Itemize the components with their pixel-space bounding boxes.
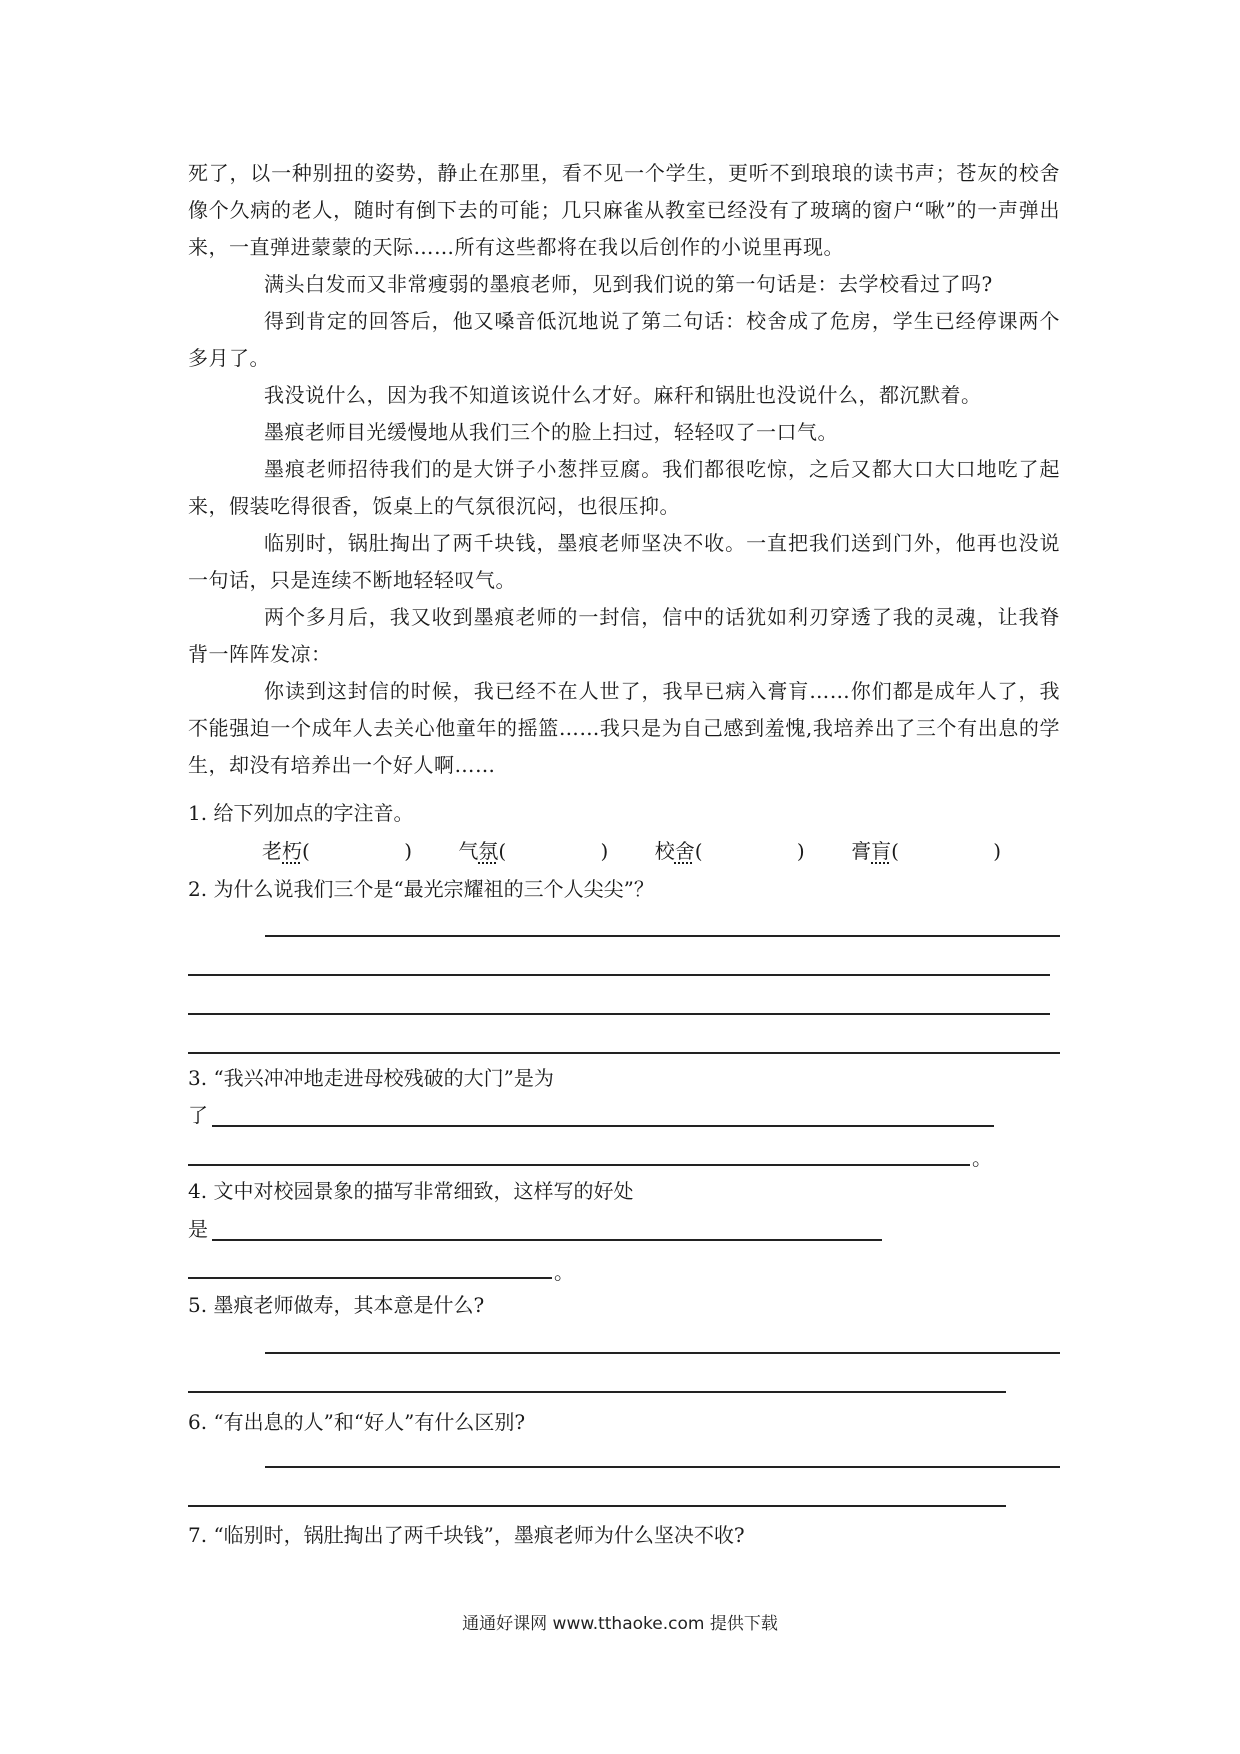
- passage-paragraph-4: 我没说什么，因为我不知道该说什么才好。麻秆和锅肚也没说什么，都沉默着。: [264, 383, 982, 407]
- passage-paragraph-5: 墨痕老师目光缓慢地从我们三个的脸上扫过，轻轻叹了一口气。: [264, 420, 838, 444]
- question-5: 5. 墨痕老师做寿，其本意是什么?: [188, 1293, 485, 1317]
- pinyin-blank[interactable]: [302, 836, 412, 866]
- pinyin-item: [851, 836, 1001, 866]
- question-4-continued: 是: [188, 1217, 208, 1241]
- dotted-char: 朽: [282, 839, 302, 863]
- passage-paragraph-9: 你读到这封信的时候，我已经不在人世了，我早已病入膏肓……你们都是成年人了，我不能强迫一个成年人去关心他童年的摇篮……我只是为自己感到羞愧,我培养出了三个有出息的学生，却没有培养出一个好人啊……: [188, 679, 1060, 777]
- answer-line[interactable]: [188, 1164, 970, 1166]
- dotted-char: 氛: [478, 839, 499, 863]
- question-3: 3. “我兴冲冲地走进母校残破的大门”是为: [188, 1066, 554, 1090]
- period-mark: 。: [554, 1260, 574, 1284]
- answer-line[interactable]: [265, 935, 1060, 937]
- answer-line[interactable]: [212, 1239, 882, 1241]
- paren-close: ): [404, 839, 412, 863]
- word-char: 老: [262, 839, 282, 863]
- question-3-continued: 了: [188, 1103, 208, 1127]
- passage-paragraph-7: 临别时，锅肚掏出了两千块钱，墨痕老师坚决不收。一直把我们送到门外，他再也没说一句话，只是连续不断地轻轻叹气。: [188, 531, 1060, 592]
- question-1: 1. 给下列加点的字注音。: [188, 801, 414, 825]
- paren-open: (: [694, 839, 703, 863]
- pinyin-item: [458, 836, 608, 866]
- pinyin-blank[interactable]: [891, 836, 1001, 866]
- answer-line[interactable]: [188, 1052, 1060, 1054]
- pinyin-answer-row: [262, 836, 1041, 866]
- answer-line[interactable]: [188, 974, 1050, 976]
- passage-paragraph-3: 得到肯定的回答后，他又嗓音低沉地说了第二句话：校舍成了危房，学生已经停课两个多月了。: [188, 309, 1060, 370]
- pinyin-item: [262, 836, 412, 866]
- answer-line[interactable]: [188, 1391, 1006, 1393]
- pinyin-blank[interactable]: [695, 836, 805, 866]
- dotted-char: 舍: [674, 839, 695, 863]
- paren-close: ): [993, 839, 1002, 863]
- question-7: 7. “临别时，锅肚掏出了两千块钱”，墨痕老师为什么坚决不收?: [188, 1523, 745, 1547]
- passage-paragraph-1: 死了，以一种别扭的姿势，静止在那里，看不见一个学生，更听不到琅琅的读书声；苍灰的校舍像个久病的老人，随时有倒下去的可能；几只麻雀从教室已经没有了玻璃的窗户“啾”的一声弹出来，一直弹进蒙蒙的天际……所有这些都将在我以后创作的小说里再现。: [188, 161, 1060, 259]
- answer-line[interactable]: [265, 1352, 1060, 1354]
- paren-open: (: [498, 839, 507, 863]
- answer-line[interactable]: [265, 1466, 1060, 1468]
- word-char: 气: [458, 839, 479, 863]
- paren-close: ): [796, 839, 805, 863]
- word-char: 校: [654, 839, 675, 863]
- period-mark: 。: [972, 1146, 992, 1170]
- paren-close: ): [600, 839, 609, 863]
- word-char: 膏: [851, 839, 872, 863]
- pinyin-item: [655, 836, 805, 866]
- answer-line[interactable]: [188, 1277, 552, 1279]
- passage-paragraph-6: 墨痕老师招待我们的是大饼子小葱拌豆腐。我们都很吃惊，之后又都大口大口地吃了起来，假装吃得很香，饭桌上的气氛很沉闷，也很压抑。: [188, 457, 1060, 518]
- answer-line[interactable]: [188, 1505, 1006, 1507]
- question-2: 2. 为什么说我们三个是“最光宗耀祖的三个人尖尖”？: [188, 877, 654, 901]
- question-6: 6. “有出息的人”和“好人”有什么区别?: [188, 1410, 526, 1434]
- page-footer: 通通好课网 www.tthaoke.com 提供下载: [462, 1614, 778, 1634]
- paren-open: (: [891, 839, 899, 863]
- passage-paragraph-8: 两个多月后，我又收到墨痕老师的一封信，信中的话犹如利刃穿透了我的灵魂，让我脊背一阵阵发凉：: [188, 605, 1060, 666]
- paren-open: (: [302, 839, 310, 863]
- question-4: 4. 文中对校园景象的描写非常细致，这样写的好处: [188, 1179, 634, 1203]
- answer-line[interactable]: [212, 1125, 994, 1127]
- passage-paragraph-2: 满头白发而又非常瘦弱的墨痕老师，见到我们说的第一句话是：去学校看过了吗?: [264, 272, 993, 296]
- answer-line[interactable]: [188, 1013, 1050, 1015]
- pinyin-blank[interactable]: [498, 836, 608, 866]
- dotted-char: 肓: [871, 839, 892, 863]
